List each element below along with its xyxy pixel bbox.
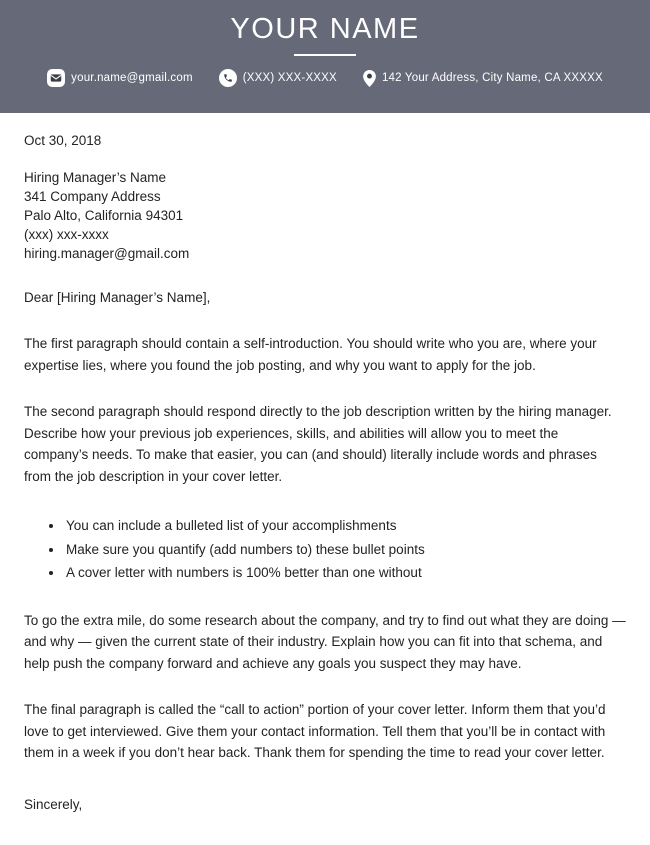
contact-bar	[0, 69, 650, 87]
list-item: • Make sure you quantify (add numbers to) these bullet points	[64, 538, 626, 562]
page-title: YOUR NAME	[230, 13, 420, 45]
phone-icon	[219, 69, 237, 87]
letter-body	[0, 113, 650, 815]
email-text: your.name@gmail.com	[71, 72, 193, 84]
date: Oct 30, 2018	[24, 133, 102, 148]
paragraph-research: To go the extra mile, do some research about the company, and try to find out what they are doing — and why — given the current state of their industry. Explain how you can fit into that schema, and help push the company forward and achieve any goals you suspect they may have.	[24, 612, 626, 671]
recipient-email: hiring.manager@gmail.com	[24, 246, 190, 261]
contact-email	[47, 69, 193, 87]
title-underline	[294, 54, 356, 56]
paragraph-call-to-action: The final paragraph is called the “call to action” portion of your cover letter. Inform them that you’d love to get interviewed. Give them your contact information. Tell them that you’ll be in contact with them in a week if you don’t hear back. Thank them for spending the time to read your cover letter.	[24, 702, 606, 760]
contact-phone	[219, 69, 337, 87]
salutation: Dear [Hiring Manager’s Name],	[24, 290, 211, 305]
closing: Sincerely,	[24, 796, 83, 812]
list-item: • A cover letter with numbers is 100% better than one without	[64, 561, 626, 585]
recipient-name: Hiring Manager’s Name	[24, 170, 167, 185]
recipient-street: 341 Company Address	[24, 189, 161, 204]
recipient-phone: (xxx) xxx-xxxx	[24, 227, 109, 242]
contact-address	[363, 70, 603, 87]
address-text: 142 Your Address, City Name, CA XXXXX	[381, 72, 603, 84]
envelope-icon	[47, 69, 65, 87]
recipient-block	[24, 168, 626, 263]
list-item: • You can include a bulleted list of your accomplishments	[64, 514, 626, 538]
paragraph-body: The second paragraph should respond directly to the job description written by the hiring manager. Describe how your previous job experiences, skills, and abilities will allow you to meet the company’s needs. To make that easier, you can (and should) literally include words and phrases from the job description in your cover letter.	[24, 404, 612, 484]
phone-text: (XXX) XXX-XXXX	[242, 72, 337, 84]
location-pin-icon	[363, 70, 376, 87]
recipient-city: Palo Alto, California 94301	[24, 208, 184, 223]
header	[0, 0, 650, 113]
paragraph-intro: The first paragraph should contain a self-introduction. You should write who you are, where your expertise lies, where you found the job posting, and why you want to apply for the job.	[24, 336, 597, 373]
accomplishments-list	[24, 514, 626, 585]
